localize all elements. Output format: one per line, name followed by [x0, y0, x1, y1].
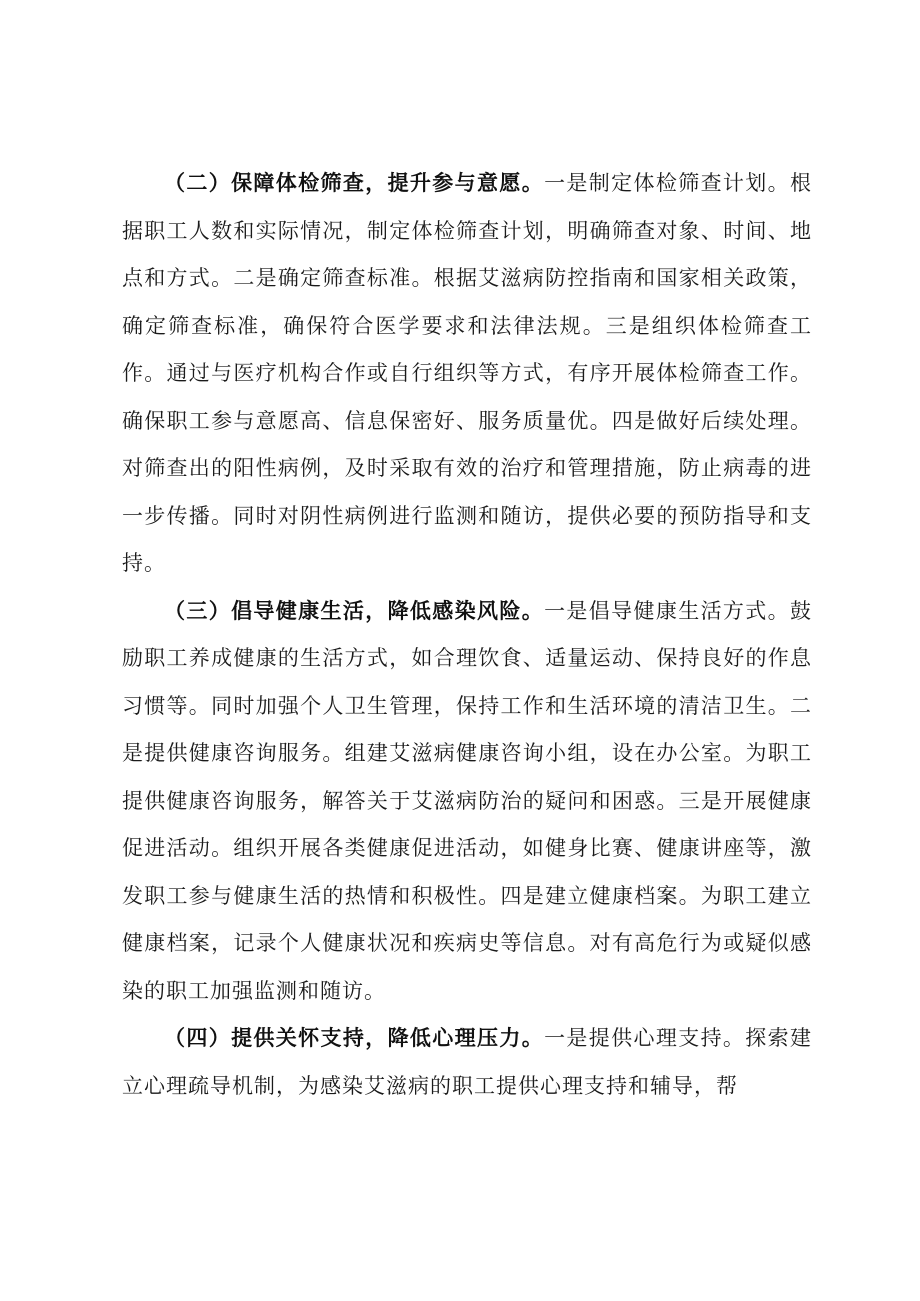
section-heading-screening: （二）保障体检筛查，提升参与意愿。: [164, 171, 545, 195]
paragraph-text-healthy-living: 一是倡导健康生活方式。鼓励职工养成健康的生活方式，如合理饮食、适量运动、保持良好的作息习惯等。同时加强个人卫生管理，保持工作和生活环境的清洁卫生。二是提供健康咨询服务。组建艾滋病健康咨询小组，设在办公室。为职工提供健康咨询服务，解答关于艾滋病防治的疑问和困惑。三是开展健康促进活动。组织开展各类健康促进活动，如健身比赛、健康讲座等，激发职工参与健康生活的热情和积极性。四是建立健康档案。为职工建立健康档案，记录个人健康状况和疾病史等信息。对有高危行为或疑似感染的职工加强监测和随访。: [122, 598, 813, 1003]
document-body: [122, 160, 812, 1110]
paragraph-text-care-support: 一是提供心理支持。探索建立心理疏导机制，为感染艾滋病的职工提供心理支持和辅导，帮: [122, 1026, 813, 1098]
section-heading-healthy-living: （三）倡导健康生活，降低感染风险。: [164, 598, 545, 623]
paragraph-care-support: [122, 1015, 812, 1110]
paragraph-screening: [122, 160, 812, 588]
paragraph-healthy-living: [122, 588, 812, 1016]
section-heading-care-support: （四）提供关怀支持，降低心理压力。: [164, 1026, 545, 1050]
paragraph-text-screening: 一是制定体检筛查计划。根据职工人数和实际情况，制定体检筛查计划，明确筛查对象、时间、地点和方式。二是确定筛查标准。根据艾滋病防控指南和国家相关政策，确定筛查标准，确保符合医学要求和法律法规。三是组织体检筛查工作。通过与医疗机构合作或自行组织等方式，有序开展体检筛查工作。确保职工参与意愿高、信息保密好、服务质量优。四是做好后续处理。对筛查出的阳性病例，及时采取有效的治疗和管理措施，防止病毒的进一步传播。同时对阴性病例进行监测和随访，提供必要的预防指导和支持。: [122, 171, 813, 575]
